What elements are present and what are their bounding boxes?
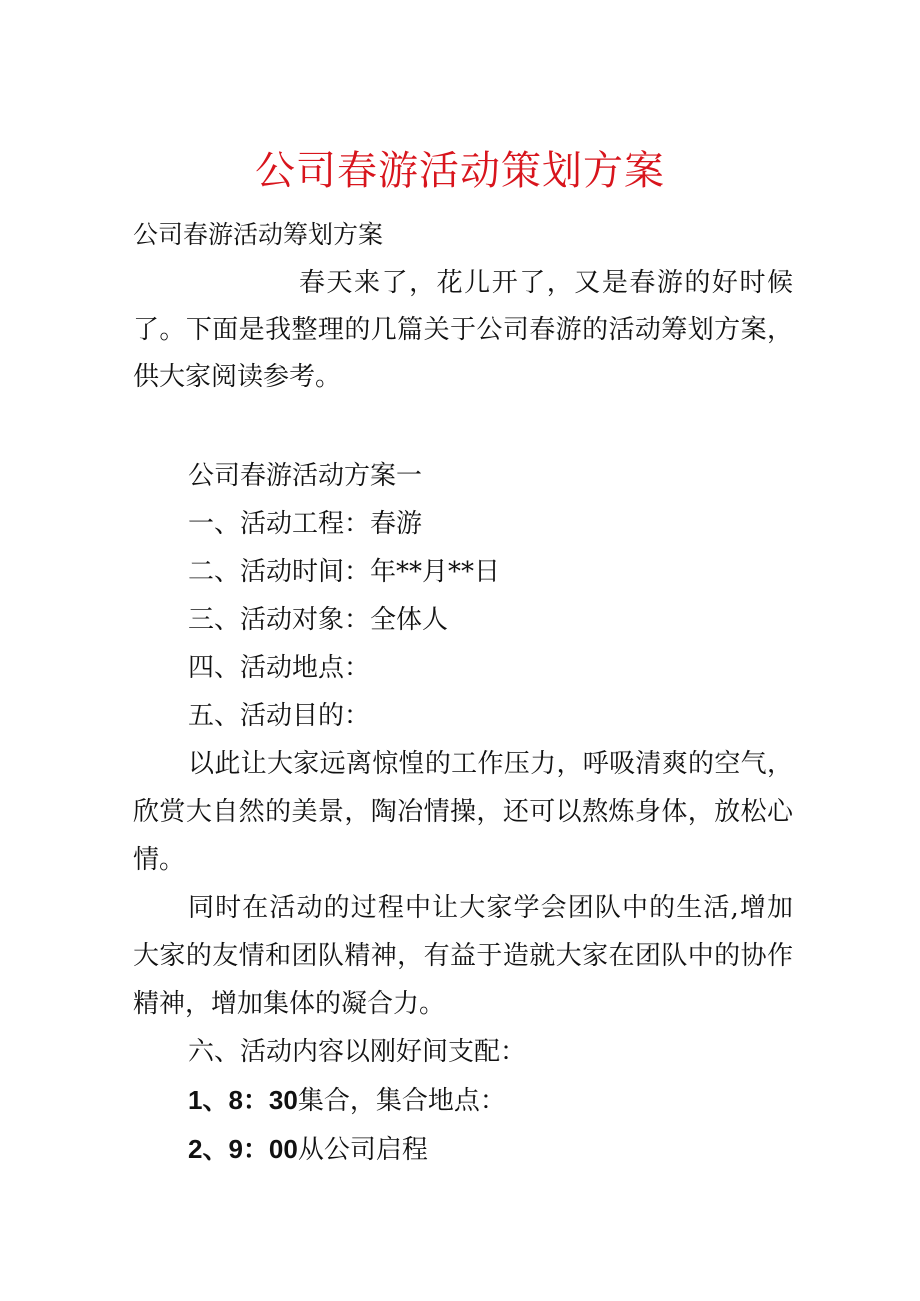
plan-heading: 公司春游活动方案一: [188, 461, 423, 491]
schedule-text: 从公司启程: [297, 1135, 428, 1165]
purpose-paragraph-1: 以此让大家远离惊惶的工作压力，呼吸清爽的空气，欣赏大自然的美景，陶冶情操，还可以熬炼身体，放松心情。: [133, 749, 793, 875]
schedule-time: 1、8：30: [188, 1085, 298, 1115]
schedule-item: [133, 1076, 793, 1125]
document-subtitle: 公司春游活动筹划方案: [133, 220, 384, 249]
plan-item-project: 一、活动工程：春游: [188, 509, 423, 539]
plan-body: [133, 452, 793, 1174]
content-heading: 六、活动内容以刚好间支配：: [188, 1037, 527, 1067]
document-title: 公司春游活动策划方案: [255, 148, 665, 194]
schedule-item: [133, 1125, 793, 1174]
plan-item-audience: 三、活动对象：全体人: [188, 605, 449, 635]
purpose-paragraph-2: 同时在活动的过程中让大家学会团队中的生活,增加大家的友情和团队精神，有益于造就大家在团队中的协作精神，增加集体的凝合力。: [133, 893, 793, 1019]
plan-item-purpose: 五、活动目的：: [188, 701, 371, 731]
schedule-text: 集合，集合地点：: [297, 1086, 506, 1116]
plan-item-time: 二、活动时间：年**月**日: [188, 557, 501, 587]
intro-paragraph: 春天来了，花儿开了，又是春游的好时候了。下面是我整理的几篇关于公司春游的活动筹划方案，供大家阅读参考。: [133, 268, 793, 392]
schedule-time: 2、9：00: [188, 1134, 298, 1164]
plan-item-location: 四、活动地点：: [188, 653, 371, 683]
